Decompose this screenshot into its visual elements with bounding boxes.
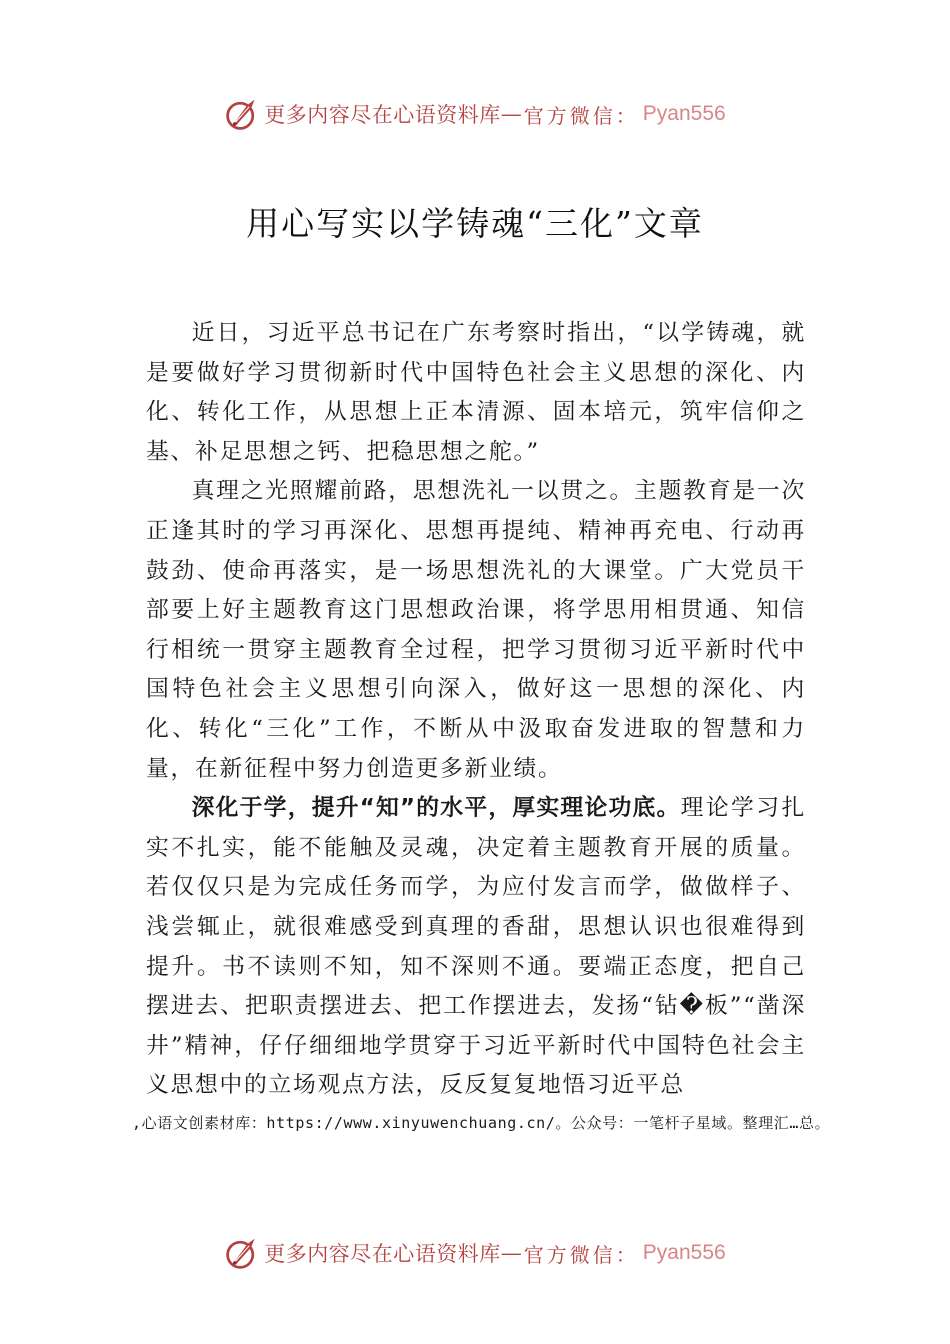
paragraph-text: 近日，习近平总书记在广东考察时指出，“以学铸魂，就是要做好学习贯彻新时代中国特色社会主义思想的深化、内化、转化工作，从思想上正本清源、固本培元，筑牢信仰之基、补足思想之钙、把稳思想之舵。” <box>146 320 806 465</box>
banner-wechat-label: 官方微信： <box>523 103 639 128</box>
header-banner <box>0 94 950 134</box>
banner-text: 更多内容尽在心语资料库 <box>264 1242 501 1266</box>
paragraph <box>146 472 806 789</box>
document-body <box>146 314 806 1106</box>
banner-wechat-id: Pyan556 <box>642 102 726 125</box>
quill-logo-icon <box>224 1235 260 1271</box>
footnote: ,心语文创素材库：https://www.xinyuwenchuang.cn/。公众号：一笔杆子星域。整理汇…总。 <box>132 1114 831 1132</box>
footer-banner <box>0 1233 950 1273</box>
banner-separator: — <box>500 102 522 126</box>
banner-text: 更多内容尽在心语资料库 <box>264 103 501 127</box>
paragraph <box>146 314 806 472</box>
banner-wechat-id: Pyan556 <box>642 1241 726 1264</box>
banner-separator: — <box>500 1241 522 1265</box>
banner-wechat-label: 官方微信： <box>523 1242 639 1267</box>
paragraph-text: 真理之光照耀前路，思想洗礼一以贯之。主题教育是一次正逢其时的学习再深化、思想再提纯、精神再充电、行动再鼓劲、使命再落实，是一场思想洗礼的大课堂。广大党员干部要上好主题教育这门思想政治课，将学思用相贯通、知信行相统一贯穿主题教育全过程，把学习贯彻习近平新时代中国特色社会主义思想引向深入，做好这一思想的深化、内化、转化“三化”工作，不断从中汲取奋发进取的智慧和力量，在新征程中努力创造更多新业绩。 <box>146 478 806 782</box>
paragraph-lead-heading: 深化于学，提升“知”的水平，厚实理论功底。 <box>191 795 681 822</box>
quill-logo-icon <box>224 96 260 132</box>
paragraph <box>146 789 806 1106</box>
paragraph-text: 理论学习扎实不扎实，能不能触及灵魂，决定着主题教育开展的质量。若仅仅只是为完成任务而学，为应付发言而学，做做样子、浅尝辄止，就很难感受到真理的香甜，思想认识也很难得到提升。书不读则不知，知不深则不通。要端正态度，把自己摆进去、把职责摆进去、把工作摆进去，发扬“钻�板”“凿深井”精神，仔仔细细地学贯穿于习近平新时代中国特色社会主义思想中的立场观点方法，反反复复地悟习近平总 <box>146 795 807 1099</box>
document-title: 用心写实以学铸魂“三化”文章 <box>246 204 704 243</box>
